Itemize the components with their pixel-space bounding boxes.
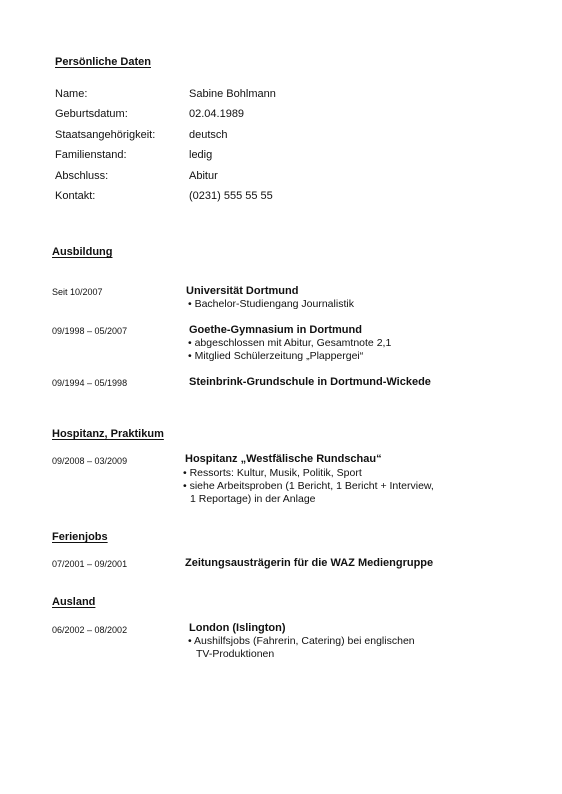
education-title-3: Steinbrink-Grundschule in Dortmund-Wickede [189, 376, 431, 388]
education-detail-1-1: • Bachelor-Studiengang Journalistik [188, 298, 354, 310]
abroad-date-1: 06/2002 – 08/2002 [52, 625, 128, 635]
education-date-3: 09/1994 – 05/1998 [52, 378, 128, 388]
value-name: Sabine Bohlmann [189, 88, 276, 100]
holiday-job-title-1: Zeitungsausträgerin für die WAZ Mediengruppe [185, 557, 434, 569]
internship-detail-1-3: 1 Reportage) in der Anlage [190, 493, 316, 505]
value-degree: Abitur [189, 170, 218, 182]
internship-date-1: 09/2008 – 03/2009 [52, 456, 128, 466]
abroad-detail-1-2: TV-Produktionen [196, 648, 275, 660]
abroad-detail-1-1: • Aushilfsjobs (Fahrerin, Catering) bei englischen [188, 635, 415, 647]
education-date-1: Seit 10/2007 [52, 287, 103, 297]
holiday-job-date-1: 07/2001 – 09/2001 [52, 559, 128, 569]
value-marital-status: ledig [189, 149, 213, 161]
label-nationality: Staatsangehörigkeit: [55, 129, 156, 141]
abroad-title-1: London (Islington) [189, 622, 286, 634]
label-contact: Kontakt: [55, 190, 96, 202]
section-heading-internship: Hospitanz, Praktikum [52, 428, 164, 440]
label-birthdate: Geburtsdatum: [55, 108, 128, 120]
section-heading-personal: Persönliche Daten [55, 56, 151, 68]
label-degree: Abschluss: [55, 170, 109, 182]
label-marital-status: Familienstand: [55, 149, 127, 161]
education-date-2: 09/1998 – 05/2007 [52, 326, 128, 336]
label-name: Name: [55, 88, 88, 100]
education-title-2: Goethe-Gymnasium in Dortmund [189, 324, 362, 336]
education-detail-2-2: • Mitglied Schülerzeitung „Plappergei“ [188, 350, 364, 362]
section-heading-abroad: Ausland [52, 596, 96, 608]
education-detail-2-1: • abgeschlossen mit Abitur, Gesamtnote 2,1 [188, 337, 392, 349]
internship-title-1: Hospitanz „Westfälische Rundschau“ [185, 453, 382, 465]
value-contact: (0231) 555 55 55 [189, 190, 273, 202]
value-nationality: deutsch [189, 129, 228, 141]
internship-detail-1-2: • siehe Arbeitsproben (1 Bericht, 1 Bericht + Interview, [183, 480, 434, 492]
section-heading-education: Ausbildung [52, 246, 113, 258]
internship-detail-1-1: • Ressorts: Kultur, Musik, Politik, Sport [183, 467, 362, 479]
section-heading-holiday-jobs: Ferienjobs [52, 531, 108, 543]
value-birthdate: 02.04.1989 [189, 108, 245, 120]
education-title-1: Universität Dortmund [186, 285, 299, 297]
